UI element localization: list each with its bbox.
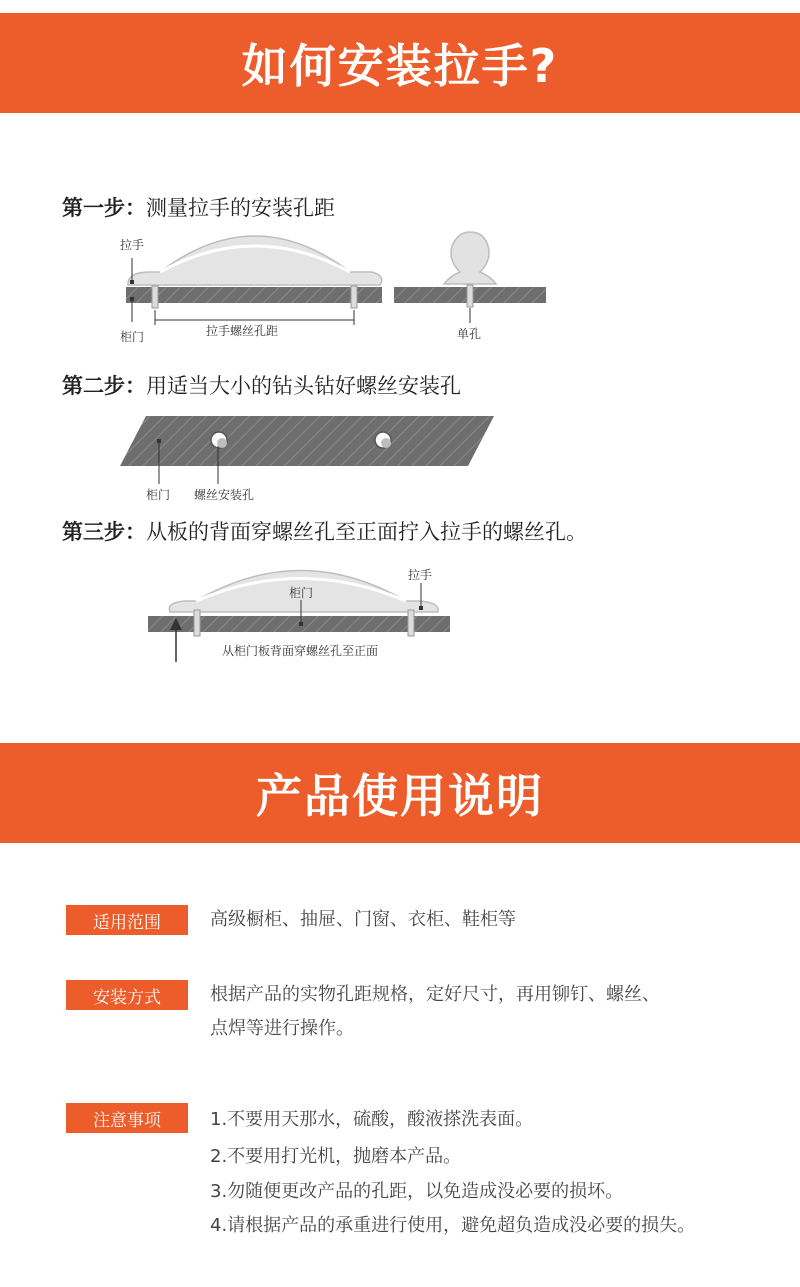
usage-title: 产品使用说明 [256, 769, 544, 823]
knob [444, 232, 496, 284]
step-3-text: 从板的背面穿螺丝孔至正面拧入拉手的螺丝孔。 [146, 520, 587, 544]
usage-banner [0, 743, 800, 843]
screw [351, 286, 357, 308]
method-line-2: 点焊等进行操作。 [210, 1018, 354, 1039]
install-title: 如何安装拉手? [241, 39, 559, 93]
label-door-3: 柜门 [289, 586, 314, 600]
method-line-1: 根据产品的实物孔距规格，定好尺寸，再用铆钉、螺丝、 [210, 984, 660, 1005]
step-1-text: 测量拉手的安装孔距 [146, 196, 335, 220]
scope-text: 高级橱柜、抽屉、门窗、衣柜、鞋柜等 [210, 909, 516, 930]
label-handle: 拉手 [120, 238, 145, 252]
tag-notes: 注意事项 [66, 1103, 188, 1133]
label-door: 柜门 [120, 330, 145, 344]
step-2-label: 第二步： [62, 374, 146, 398]
tag-method: 安装方式 [66, 980, 188, 1010]
step-2-heading [62, 370, 461, 400]
note-item: 1.不要用天那水，硫酸，酸液搽洗表面。 [210, 1109, 534, 1130]
label-handle-3: 拉手 [408, 568, 433, 582]
handle-arc [128, 236, 382, 285]
note-item: 2.不要用打光机，抛磨本产品。 [210, 1146, 462, 1167]
door-board [126, 287, 382, 303]
label-single-hole: 单孔 [457, 327, 482, 341]
note-item: 4.请根据产品的承重进行使用，避免超负造成没必要的损失。 [210, 1215, 696, 1236]
label-screw-hole: 螺丝安装孔 [194, 488, 255, 502]
screw [194, 610, 200, 636]
screw [467, 285, 473, 307]
tag-scope: 适用范围 [66, 905, 188, 935]
screw [152, 286, 158, 308]
label-hole-spacing: 拉手螺丝孔距 [206, 324, 279, 338]
step-2-text: 用适当大小的钻头钻好螺丝安装孔 [146, 374, 461, 398]
label-through: 从柜门板背面穿螺丝孔至正面 [222, 644, 379, 658]
note-item: 3.勿随便更改产品的孔距，以免造成没必要的损坏。 [210, 1181, 624, 1202]
screw [408, 610, 414, 636]
label-door-2: 柜门 [146, 488, 171, 502]
step-1-label: 第一步： [62, 196, 146, 220]
drilled-board [120, 416, 494, 466]
step-3-heading [62, 516, 587, 546]
step-3-label: 第三步： [62, 520, 146, 544]
